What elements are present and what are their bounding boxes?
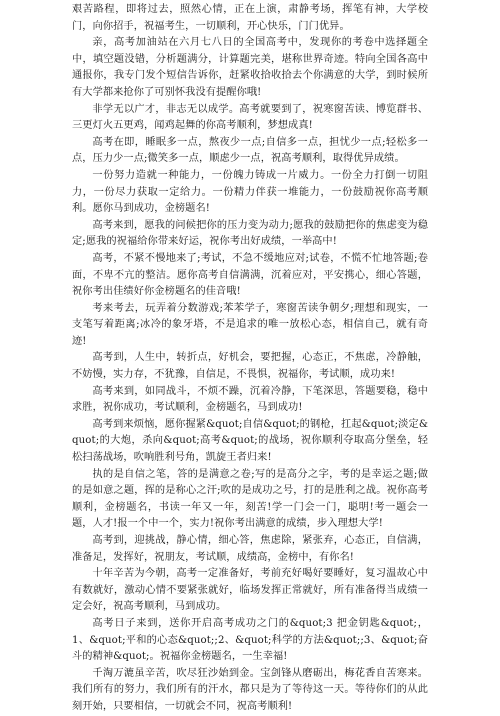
- paragraph: 执的是自信之笔，答的是满意之卷;写的是高分之字，考的是幸运之题;做的是如意之题，挥的是称心之汗;吹的是成功之号，打的是胜利之战。祝你高考顺利，金榜题名，书读一年又一年，刻苦!学一门会一门，聪明!考一题会一题，人才!报一个中一个，实力!祝你考出满意的成绩，步入理想大学!: [72, 468, 428, 530]
- paragraph: 高考来到，愿我的问候把你的压力变为动力;愿我的鼓励把你的焦虑变为稳定;愿我的祝福给你带来好运，祝你考出好成绩，一举高中!: [72, 219, 428, 248]
- paragraph: 高考，不紧不慢地来了;考试，不急不缓地应对;试卷，不慌不忙地答题;卷面，不卑不亢的整洁。愿你高考自信满满，沉着应对，平安携心，细心答题，祝你考出佳绩好你金榜题名的佳音哦!: [72, 252, 428, 298]
- paragraph: 亲，高考加油站在六月七八日的全国高考中，发现你的考卷中选择题全中，填空题没错，分析题满分，计算题完美，堪称世界奇迹。特向全国各高中通报你，我专门发个短信告诉你，赶紧收拾收拾去个你满意的大学，到时候所有大学都来抢你了可别怀我没有提醒你哦!: [72, 37, 428, 98]
- paragraph: 高考来到，如同战斗，不烦不躁，沉着冷静，下笔深思，答题要稳，稳中求胜，祝你成功，考试顺利，金榜题名，马到成功!: [72, 385, 428, 414]
- paragraph: 高考到，人生中，转折点，好机会，要把握，心态正，不焦虑，冷静触，不妨慢，实力存，不犹豫，自信足，不畏惧，祝福你，考试顺，成功来!: [72, 352, 428, 381]
- paragraph: 高考到来烦恼，愿你握紧&quot;自信&quot;的钢枪，扛起&quot;淡定&quot;的大炮，杀向&quot;高考&quot;的战场，祝你顺利夺取高分堡垒，轻松扫荡战场，吹响胜利号角，凯旋王者归来!: [72, 418, 428, 464]
- document-page: [72, 2, 428, 716]
- paragraph: 高考日子来到，送你开启高考成功之门的&quot;3 把金钥匙&quot;，1、&quot;平和的心态&quot;;2、&quot;科学的方法&quot;;3、&quot;奋斗的精神&quot;。祝福你金榜题名，一生幸福!: [72, 617, 428, 663]
- paragraph: 考来考去，玩弄着分数游戏;苯苯学子，寒窗苦读争朝夕;理想和现实，一支笔写着距离;冰冷的象牙塔，不是追求的唯一放松心态，相信自己，就有奇迹!: [72, 302, 428, 347]
- paragraph: 非学无以广才，非志无以成学。高考就要到了，祝寒窗苦读、博览群书、三更灯火五更鸡，闻鸡起舞的你高考顺利，梦想成真!: [72, 103, 428, 132]
- paragraph: 艰苦路程，即将过去，照然心情，正在上演，肃静考场，挥笔有神，大学校门，向你招手，祝福考生，一切顺利，开心快乐，门门优异。: [72, 4, 428, 32]
- paragraph: 高考在即，睡眠多一点，熬夜少一点;自信多一点，担忧少一点;轻松多一点，压力少一点;微笑多一点，顺虑少一点，祝高考顺利，取得优异成绩。: [72, 136, 428, 165]
- paragraph: 高考到，迎挑战，静心情，细心答，焦虑除，紧张弃，心态正，自信满，准备足，发挥好，祝朋友，考试顺，成绩高，金榜中，有你名!: [72, 535, 428, 563]
- paragraph: 十年辛苦为今朝，高考一定准备好，考前充好喝好要睡好，复习温故心中有数就好，激动心情不要紧张就好，临场发挥正常就好，所有准备得当成绩一定会好，祝高考顺利，马到成功。: [72, 568, 428, 613]
- paragraph: 千淘万漉虽辛苦，吹尽狂沙始到金。宝剑锋从磨砺出，梅花香自苦寒来。我们所有的努力，我们所有的汗水，都只是为了等待这一天。等待你们的从此刻开始，只要相信，一切就会不同，祝高考顺利!: [72, 667, 428, 712]
- paragraph: 一份努力造就一种能力，一份魄力铸成一片威力。一份全力打倒一切阻力，一份尽力获取一定给力。一份精力伴获一堆能力，一份鼓励祝你高考顺利。愿你马到成功，金榜题名!: [72, 169, 428, 215]
